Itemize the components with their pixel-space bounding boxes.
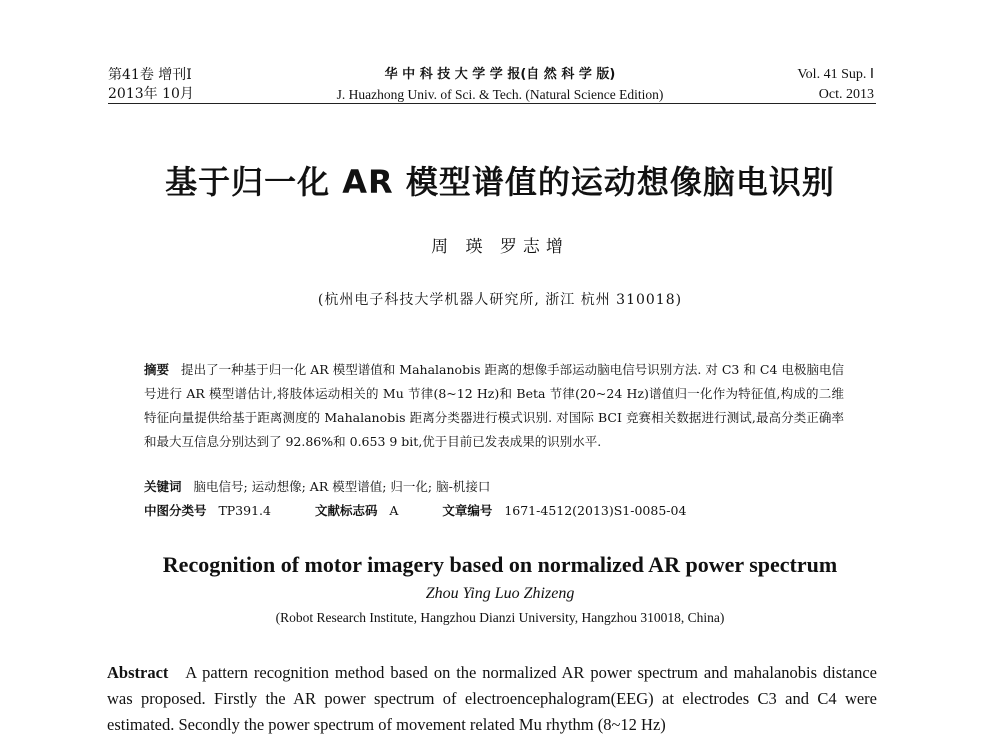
doc-code-value: A: [389, 503, 399, 518]
paper-title-cn: 基于归一化 AR 模型谱值的运动想像脑电识别: [165, 163, 835, 201]
abstract-cn-text: 提出了一种基于归一化 AR 模型谱值和 Mahalanobis 距离的想像手部运动脑电信号识别方法. 对 C3 和 C4 电极脑电信号进行 AR 模型谱估计,将肢体运动相关的 Mu 节律(8~12 Hz)和 Beta 节律(20~24 Hz)谱值归一化作为特征值,构成的二维特征向量提供给基于距离测度的 Mahalanobis 距离分类器进行模式识别. 对国际 BCI 竞赛相关数据进行测试,最高分类正确率和最大互信息分别达到了 92.86%和 0.653 9 bit,优于目前已发表成果的识别水平.: [144, 362, 844, 449]
date-en: Oct. 2013: [818, 87, 874, 102]
affiliation-en: (Robot Research Institute, Hangzhou Dianzi University, Hangzhou 310018, China): [275, 610, 725, 625]
keywords-cn-label: 关键词: [144, 479, 182, 494]
keywords-cn-text: 脑电信号; 运动想像; AR 模型谱值; 归一化; 脑-机接口: [193, 479, 491, 494]
affiliation-cn: (杭州电子科技大学机器人研究所, 浙江 杭州 310018): [317, 292, 683, 308]
authors-cn: 周 瑛 罗志增: [431, 237, 569, 257]
abstract-en-label: Abstract: [107, 663, 169, 682]
journal-title-cn: 华 中 科 技 大 学 学 报(自 然 科 学 版): [384, 67, 616, 82]
clc-label: 中图分类号: [144, 503, 207, 518]
authors-en: Zhou Ying Luo Zhizeng: [425, 585, 575, 602]
volume-en: Vol. 41 Sup. Ⅰ: [797, 67, 874, 82]
keywords-cn: [144, 478, 490, 496]
classification-line: [144, 502, 686, 520]
journal-title-en: J. Huazhong Univ. of Sci. & Tech. (Natural Science Edition): [336, 87, 664, 102]
clc-value: TP391.4: [218, 503, 271, 518]
abstract-cn-label: 摘要: [144, 362, 170, 377]
article-number-value: 1671-4512(2013)S1-0085-04: [504, 503, 687, 518]
header-rule: [108, 103, 876, 104]
abstract-en-text: A pattern recognition method based on the normalized AR power spectrum and mahalanobis distance was proposed. Firstly the AR power spectrum of electroencephalogram(EEG) at electrodes C3 and C4 were estimated. Secondly the power spectrum of movement related Mu rhythm (8~12 Hz): [107, 663, 877, 734]
abstract-cn: [144, 358, 844, 454]
article-number-label: 文章编号: [442, 503, 493, 518]
doc-code-label: 文献标志码: [314, 503, 378, 518]
abstract-en: [107, 660, 877, 738]
volume-issue: 第41卷 增刊Ⅰ: [108, 67, 192, 83]
publication-date: 2013年 10月: [108, 86, 194, 102]
paper-title-en: Recognition of motor imagery based on normalized AR power spectrum: [162, 552, 838, 577]
